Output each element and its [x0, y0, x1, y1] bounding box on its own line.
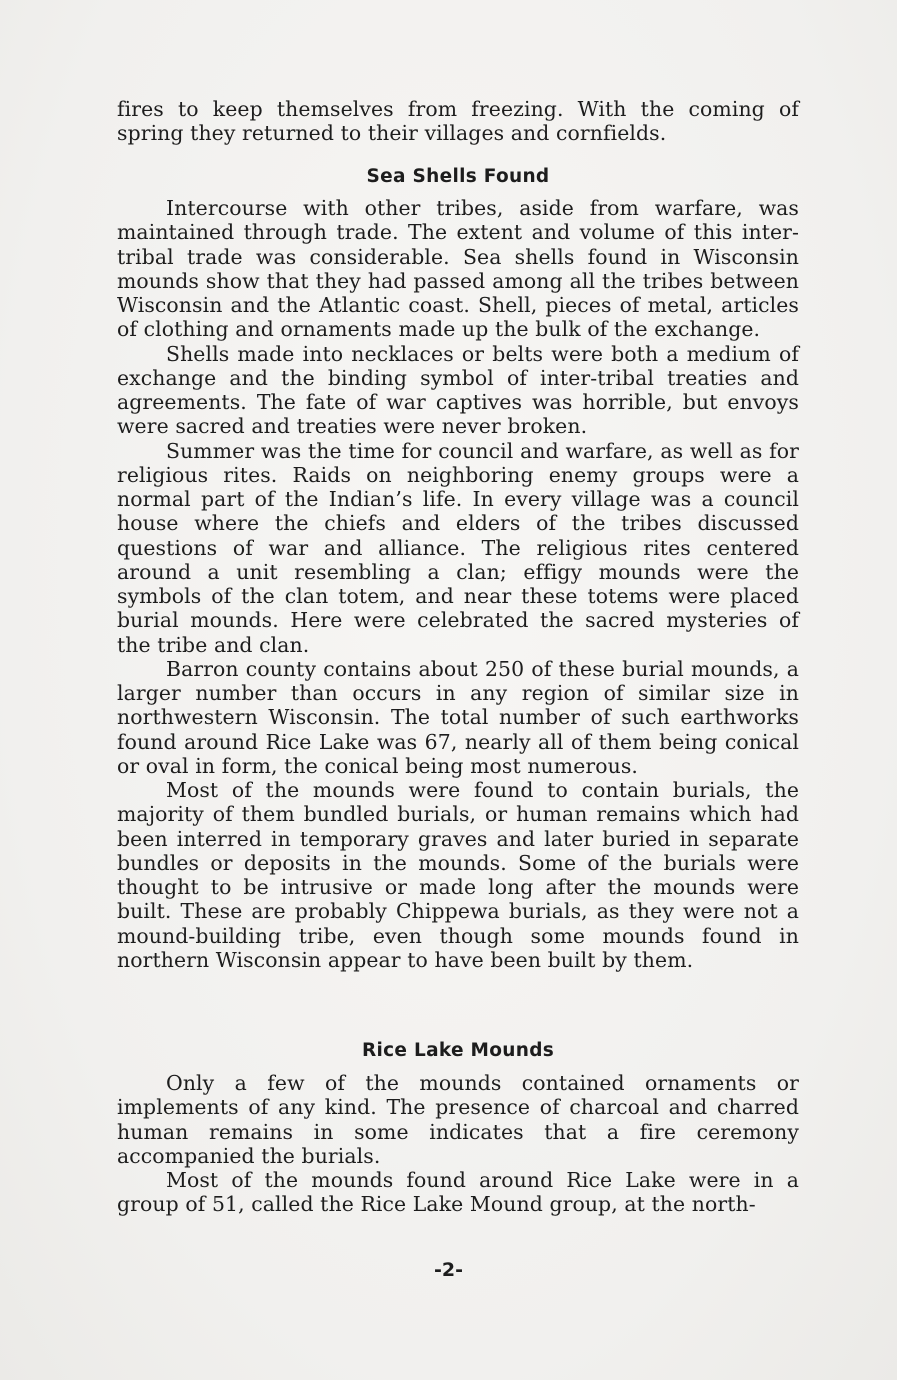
section-heading-sea-shells: Sea Shells Found: [366, 166, 550, 187]
paragraph: Intercourse with other tribes, aside from warfare, was maintained through trade. The extent and volume of this inter-tribal trade was considerable. Sea shells found in Wisconsin mounds show that they had passed among all the tribes between Wisconsin and the Atlantic coast. Shell, pieces of metal, articles of clothing and ornaments made up the bulk of the exchange.: [117, 196, 799, 342]
section-body-sea-shells: [117, 196, 799, 972]
paragraph: Most of the mounds found around Rice Lake were in a group of 51, called the Rice Lake Mound group, at the north-: [117, 1168, 799, 1217]
paragraph: Barron county contains about 250 of these burial mounds, a larger number than occurs in any region of similar size in northwestern Wisconsin. The total number of such earthworks found around Rice Lake was 67, nearly all of them being conical or oval in form, the conical being most numerous.: [117, 656, 799, 778]
continuation-text-block: [117, 97, 799, 146]
section-body-rice-lake: [117, 1071, 799, 1217]
page-number: -2-: [434, 1259, 463, 1281]
paragraph: Only a few of the mounds contained ornaments or implements of any kind. The presence of charcoal and charred human remains in some indicates that a fire ceremony accompanied the burials.: [117, 1071, 799, 1168]
continuation-paragraph: fires to keep themselves from freezing. With the coming of spring they returned to their villages and cornfields.: [117, 97, 799, 146]
paragraph: Shells made into necklaces or belts were both a medium of exchange and the binding symbol of inter-tribal treaties and agreements. The fate of war captives was horrible, but envoys were sacred and treaties were never broken.: [117, 341, 799, 439]
section-heading-rice-lake: Rice Lake Mounds: [361, 1040, 555, 1061]
paragraph: Summer was the time for council and warfare, as well as for religious rites. Raids on neighboring enemy groups were a normal part of the Indian’s life. In every village was a council house where the chiefs and elders of the tribes discussed questions of war and alliance. The religious rites centered around a unit resembling a clan; effigy mounds were the symbols of the clan totem, and near these totems were placed burial mounds. Here were celebrated the sacred mysteries of the tribe and clan.: [117, 438, 799, 657]
paragraph: Most of the mounds were found to contain burials, the majority of them bundled burials, or human remains which had been interred in temporary graves and later buried in separate bundles or deposits in the mounds. Some of the burials were thought to be intrusive or made long after the mounds were built. These are probably Chippewa burials, as they were not a mound-building tribe, even though some mounds found in northern Wisconsin appear to have been built by them.: [117, 778, 799, 972]
